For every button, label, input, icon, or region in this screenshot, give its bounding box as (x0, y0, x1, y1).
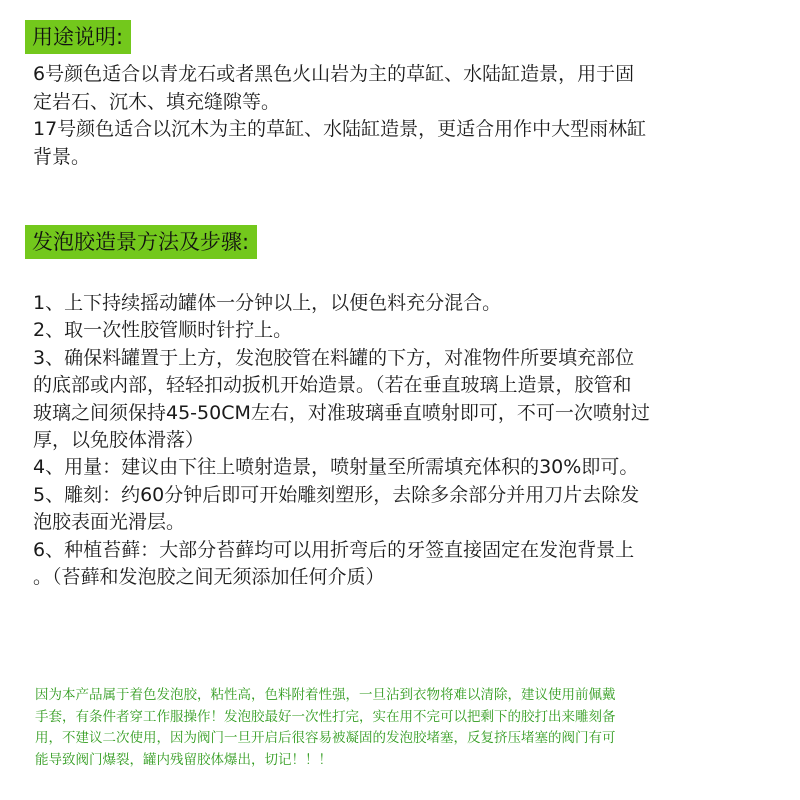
step-line: 厚，以免胶体滑落） (33, 429, 205, 452)
step-line: 4、用量：建议由下往上喷射造景，喷射量至所需填充体积的30%即可。 (33, 456, 639, 479)
step-line: 。（苔藓和发泡胶之间无须添加任何介质） (33, 566, 385, 589)
step-line: 3、确保料罐置于上方，发泡胶管在料罐的下方，对准物件所要填充部位 (33, 346, 635, 369)
step-line: 6、种植苔藓：大部分苔藓均可以用折弯后的牙签直接固定在发泡背景上 (33, 538, 635, 561)
warning-notice (35, 685, 775, 771)
method-steps (33, 290, 783, 591)
usage-line: 背景。 (33, 145, 91, 168)
warning-line: 用，不建议二次使用，因为阀门一旦开启后很容易被凝固的发泡胶堵塞，反复挤压堵塞的阀门有可 (35, 730, 616, 746)
usage-text (33, 61, 783, 171)
step-line: 的底部或内部，轻轻扣动扳机开始造景。（若在垂直玻璃上造景，胶管和 (33, 374, 632, 397)
method-heading: 发泡胶造景方法及步骤: (25, 225, 257, 259)
step-line: 玻璃之间须保持45-50CM左右，对准玻璃垂直喷射即可，不可一次喷射过 (33, 401, 650, 424)
warning-line: 能导致阀门爆裂，罐内残留胶体爆出，切记！！！ (35, 751, 332, 768)
step-line: 5、雕刻：约60分钟后即可开始雕刻塑形，去除多余部分并用刀片去除发 (33, 483, 640, 506)
usage-line: 17号颜色适合以沉木为主的草缸、水陆缸造景，更适合用作中大型雨林缸 (33, 118, 647, 140)
warning-line: 因为本产品属于着色发泡胶，粘性高，色料附着性强，一旦沾到衣物将难以清除，建议使用前佩戴 (35, 687, 616, 703)
step-line: 泡胶表面光滑层。 (33, 511, 186, 534)
step-line: 2、取一次性胶管顺时针拧上。 (33, 319, 293, 342)
usage-heading: 用途说明: (25, 20, 131, 54)
step-line: 1、上下持续摇动罐体一分钟以上，以便色料充分混合。 (33, 292, 502, 314)
usage-line: 定岩石、沉木、填充缝隙等。 (33, 90, 281, 113)
usage-line: 6号颜色适合以青龙石或者黑色火山岩为主的草缸、水陆缸造景，用于固 (33, 63, 635, 85)
warning-line: 手套，有条件者穿工作服操作！发泡胶最好一次性打完，实在用不完可以把剩下的胶打出来雕刻备 (35, 708, 616, 725)
